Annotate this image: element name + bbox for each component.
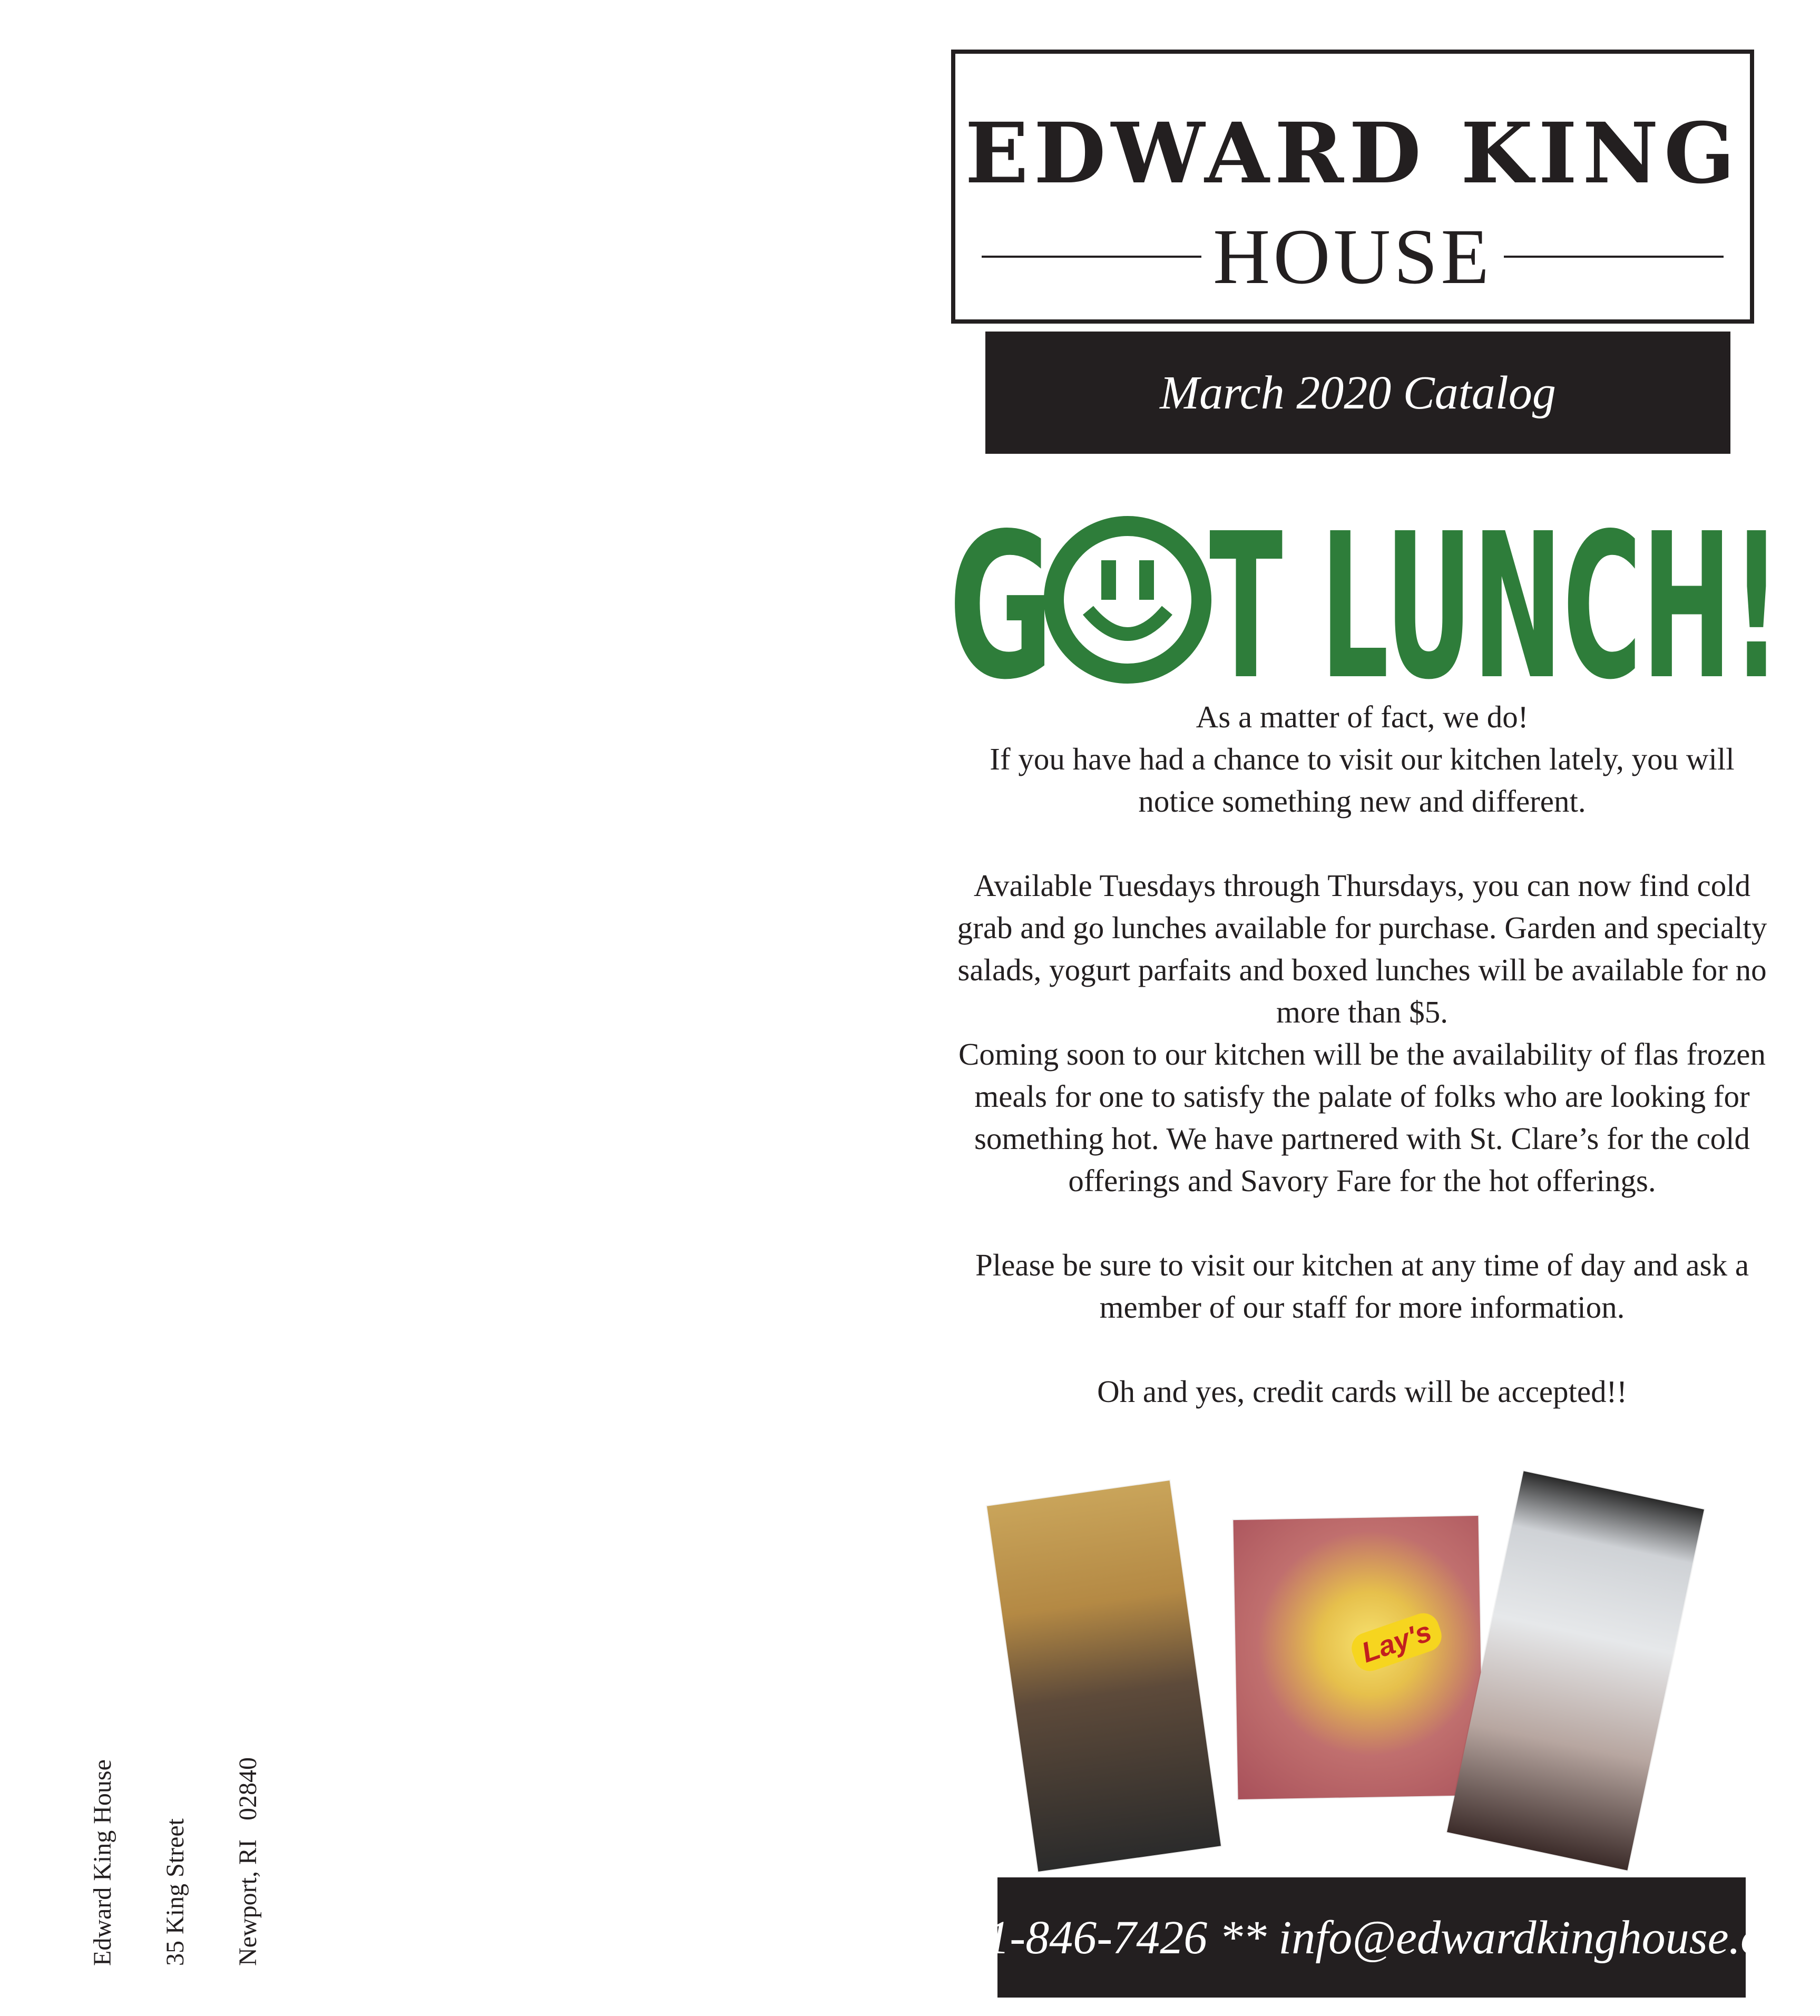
return-address [42,1692,285,1966]
return-address-name: Edward King House [89,1759,116,1966]
got-lunch-headline [948,510,1784,689]
smiley-icon [1054,526,1201,674]
masthead-rule-left [982,256,1201,258]
masthead-rule-right [1504,256,1724,258]
contact-band [938,1877,1805,1998]
headline-letter-g: G [948,510,1054,689]
contact-info: 401-846-7426 ** info@edwardkinghouse.org [938,1911,1805,1964]
return-address-street: 35 King Street [161,1818,189,1966]
masthead [951,50,1754,324]
masthead-subtitle-row [982,212,1724,301]
catalog-band [985,332,1730,454]
photo-boxed-lunch [1233,1516,1483,1799]
article-body [956,696,1768,1413]
chip-bag-label: Lay's [1347,1609,1446,1676]
catalog-label: March 2020 Catalog [1160,366,1556,419]
photo-collage [1001,1455,1686,1887]
body-intro-2: If you have had a chance to visit our kitchen lately, you will notice something new and different. [990,742,1735,819]
headline-text-t-lunch: T LUNCH! [1209,510,1781,689]
photo-diners [987,1481,1221,1872]
return-address-city: Newport, RI 02840 [234,1757,262,1966]
body-paragraph-visit: Please be sure to visit our kitchen at any time of day and ask a member of our staff for more information. [975,1248,1749,1324]
photo-refrigerator [1447,1471,1704,1870]
masthead-title: EDWARD KING [965,105,1740,202]
body-paragraph-availability: Available Tuesdays through Thursdays, you can now find cold grab and go lunches available for purchase. Garden and specialty salads, yogurt parfaits and boxed lunches will be available for no more than $5. [957,868,1767,1029]
body-paragraph-coming-soon: Coming soon to our kitchen will be the availability of flas frozen meals for one to satisfy the palate of folks who are looking for something hot. We have partnered with St. Clare’s for the cold offerings and Savory Fare for the hot offerings. [958,1037,1766,1198]
body-paragraph-credit-cards: Oh and yes, credit cards will be accepted!! [1097,1374,1627,1409]
body-intro: As a matter of fact, we do! [1196,699,1529,734]
masthead-subtitle: HOUSE [1212,213,1493,300]
